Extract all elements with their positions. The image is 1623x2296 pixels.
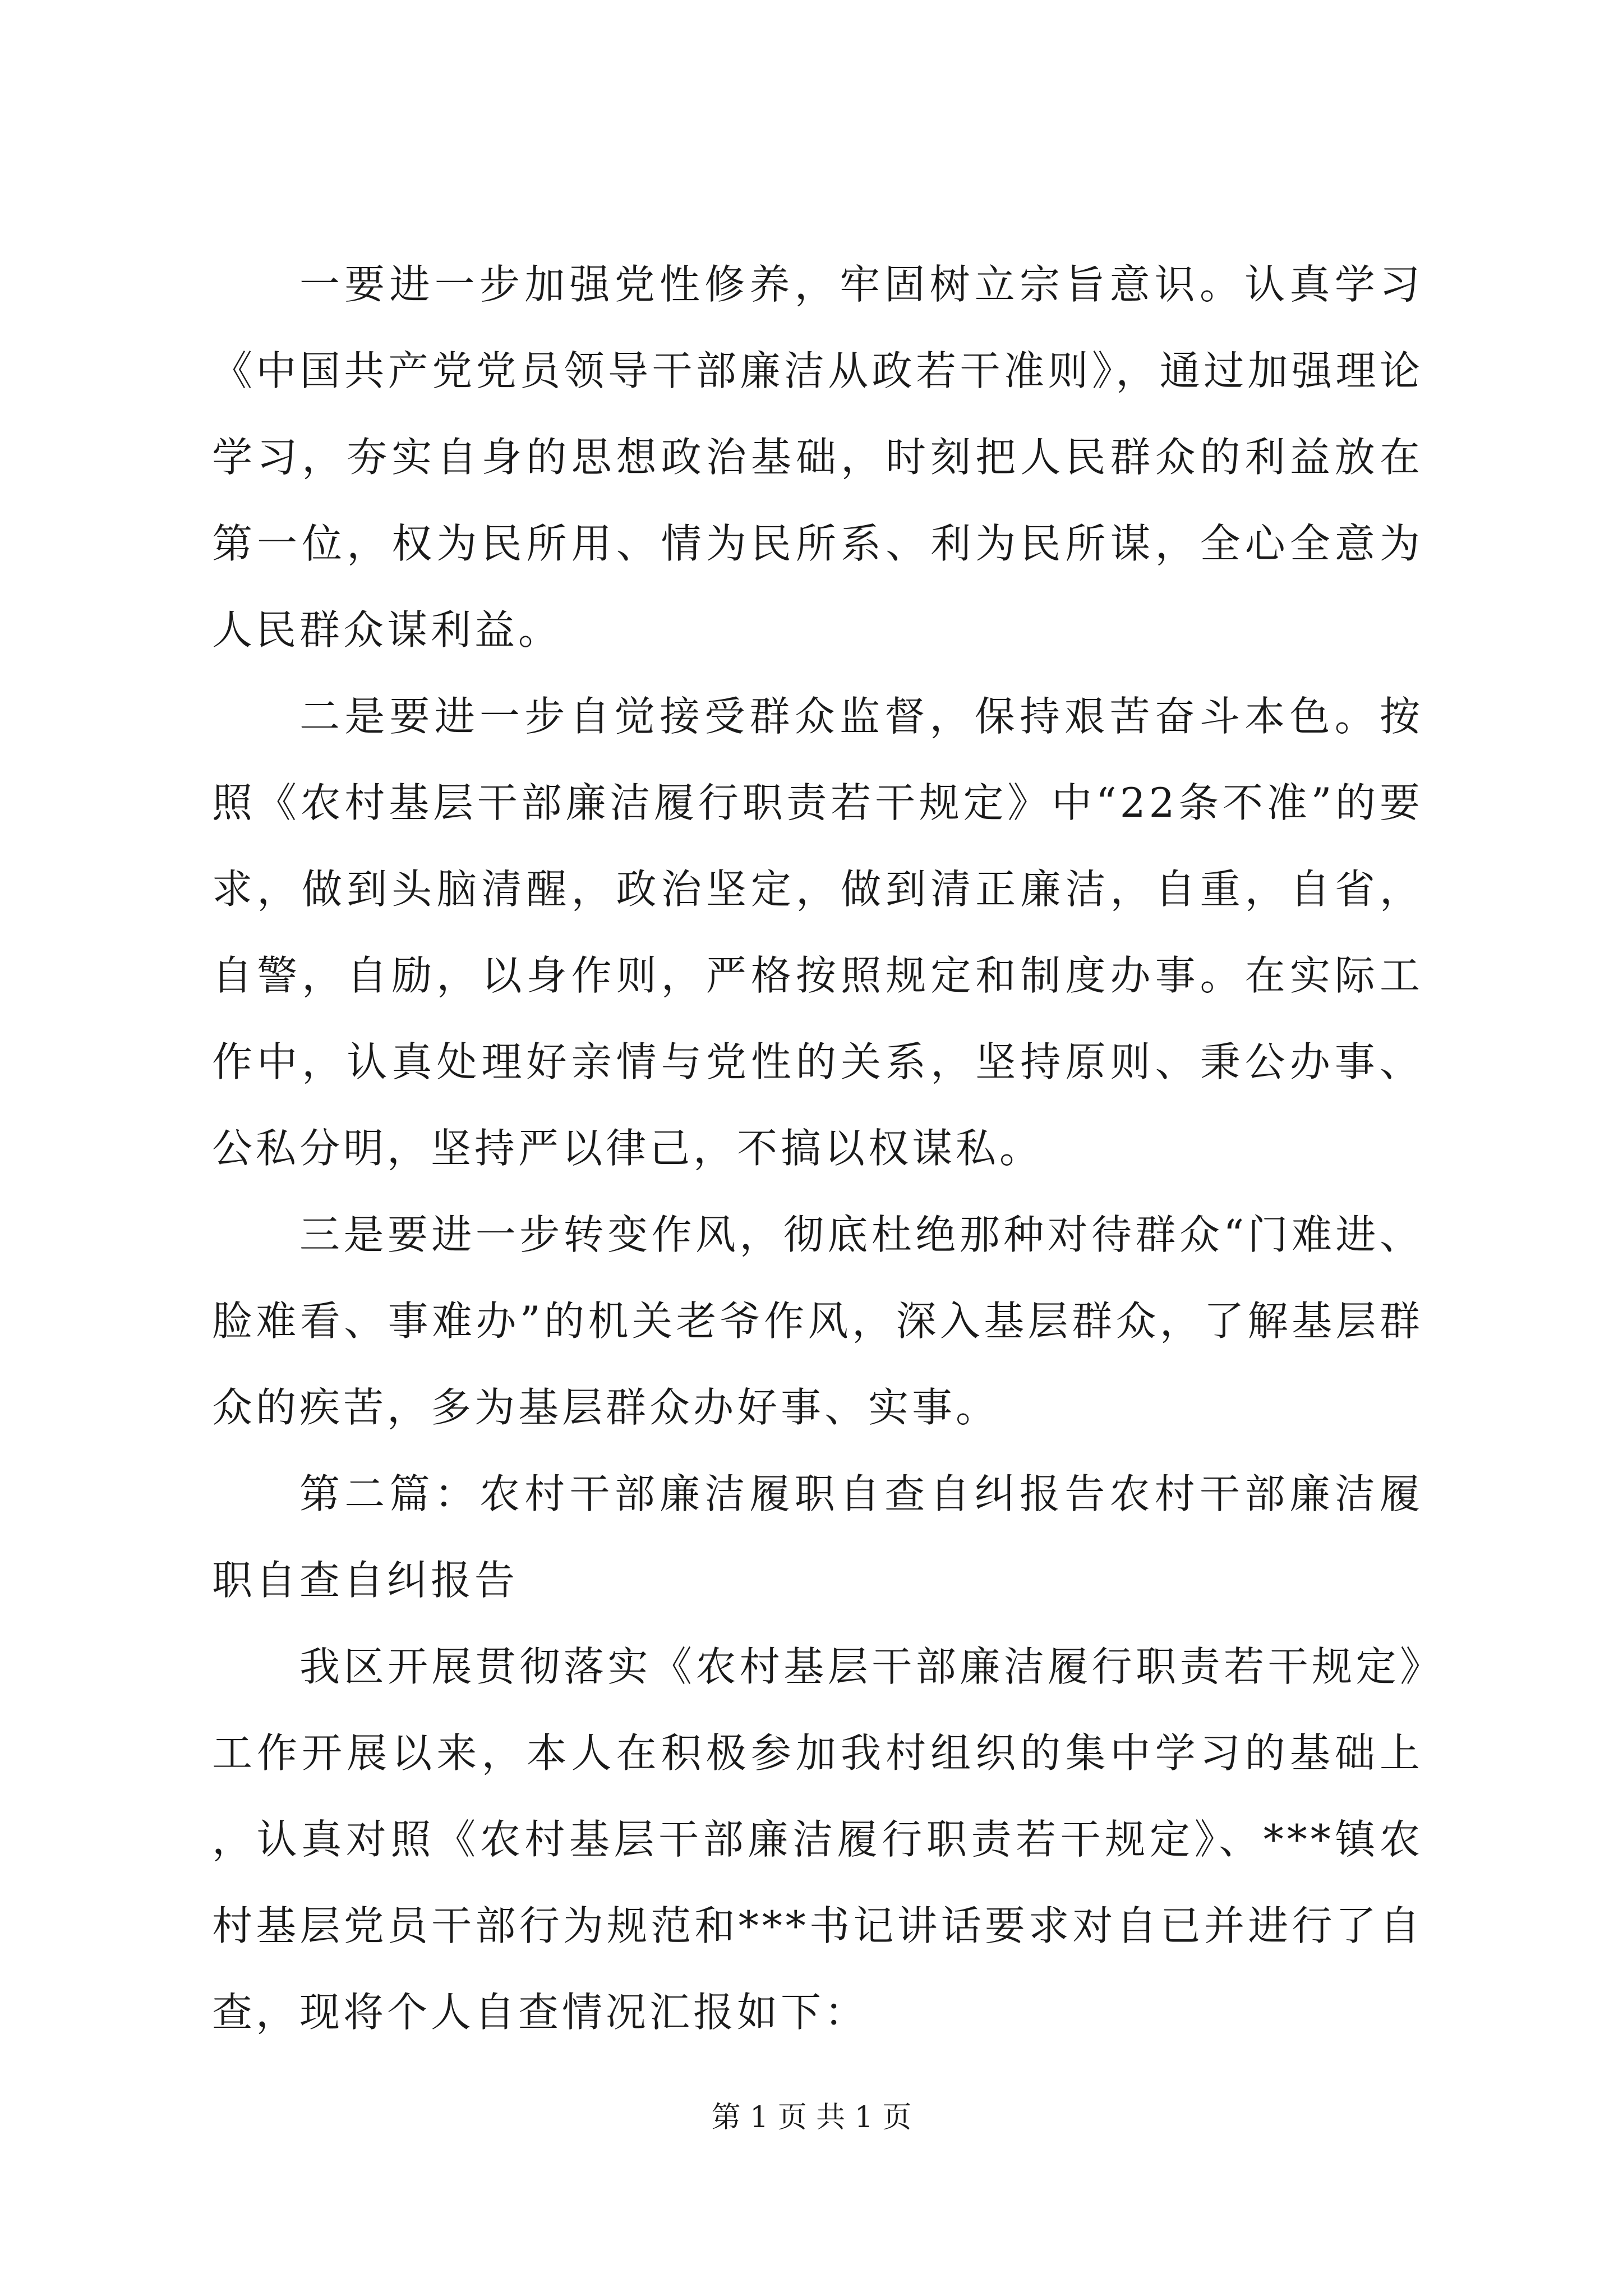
- paragraph-1: 一要进一步加强党性修养，牢固树立宗旨意识。认真学习《中国共产党党员领导干部廉洁从政若干准则》，通过加强理论学习，夯实自身的思想政治基础，时刻把人民群众的利益放在第一位，权为民所用、情为民所系、利为民所谋，全心全意为人民群众谋利益。: [212, 261, 1423, 654]
- paragraph-3: 三是要进一步转变作风，彻底杜绝那种对待群众“门难进、脸难看、事难办”的机关老爷作风，深入基层群众，了解基层群众的疾苦，多为基层群众办好事、实事。: [212, 1211, 1423, 1431]
- document-body: [212, 241, 1423, 2055]
- paragraph-2: 二是要进一步自觉接受群众监督，保持艰苦奋斗本色。按照《农村基层干部廉洁履行职责若干规定》中“22条不准”的要求，做到头脑清醒，政治坚定，做到清正廉洁，自重，自省，自警，自励，以身作则，严格按照规定和制度办事。在实际工作中，认真处理好亲情与党性的关系，坚持原则、秉公办事、公私分明，坚持严以律己，不搞以权谋私。: [212, 693, 1423, 1172]
- paragraph-5: 我区开展贯彻落实《农村基层干部廉洁履行职责若干规定》工作开展以来，本人在积极参加我村组织的集中学习的基础上，认真对照《农村基层干部廉洁履行职责若干规定》、***镇农村基层党员干部行为规范和***书记讲话要求对自已并进行了自查，现将个人自查情况汇报如下：: [212, 1643, 1423, 2036]
- page-number-footer: 第 1 页 共 1 页: [711, 2101, 912, 2134]
- section-heading: 第二篇：农村干部廉洁履职自查自纠报告农村干部廉洁履职自查自纠报告: [212, 1470, 1423, 1604]
